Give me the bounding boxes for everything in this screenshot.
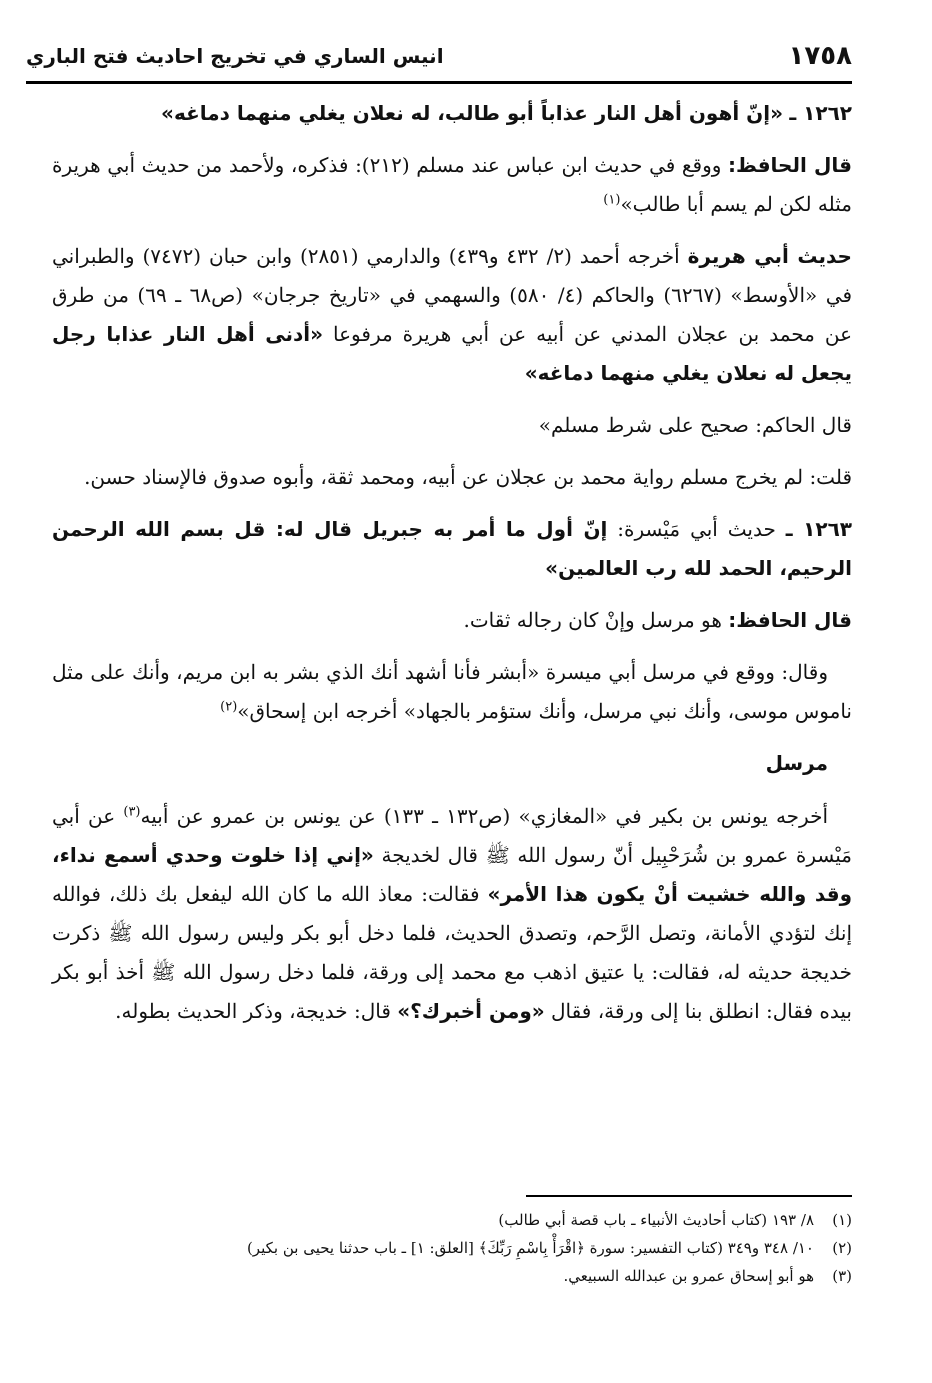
footnote-text: هو أبو إسحاق عمرو بن عبدالله السبيعي. [563,1267,814,1285]
paragraph [52,797,852,1031]
running-title: انيس الساري في تخريج احاديث فتح الباري [26,44,444,68]
page-number: ١٧٥٨ [788,41,852,71]
paragraph [52,237,852,393]
footnote-ref: (٢) [220,699,238,715]
paragraph-text: أخرجه يونس بن بكير في «المغازي» (ص١٣٢ ـ ١٣٣) عن يونس بن عمرو عن أبيه [140,804,828,828]
paragraph-text: هو مرسل وإنْ كان رجاله ثقات. [463,608,729,632]
paragraph-text: فقالت: معاذ الله ما كان الله ليفعل بك ذلك، فوالله إنك لتؤدي الأمانة، وتصل الرَّحم، وتصدق الحديث، فلما دخل أبو بكر وليس رسول الله ﷺ ذكرت خديجة حديثه له، فقالت: يا عتيق اذهب مع محمد إلى ورقة، فلما دخل رسول الله ﷺ أخذ أبو بكر بيده فقال: انطلق بنا إلى ورقة، فقال [52,882,852,1023]
quoted-hadith: «أدنى أهل النار عذابا رجل يجعل له نعلان يغلي منهما دماغه» [52,322,852,385]
footnote-number: (٢) [832,1239,852,1257]
quoted-hadith: «إني إذا خلوت وحدي أسمع نداء، وقد والله خشيت أنْ يكون هذا الأمر» [52,843,852,906]
footnotes [52,1206,852,1290]
main-text [52,94,852,1044]
footnote-number: (١) [832,1211,852,1229]
hadith-text: إنّ أول ما أمر به جبريل قال له: قل بسم الله الرحمن الرحيم، الحمد لله رب العالمين» [52,517,852,580]
footnote-number: (٣) [832,1267,852,1285]
paragraph-text: وقال: ووقع في مرسل أبي ميسرة «أبشر فأنا أشهد أنك الذي بشر به ابن مريم، وأنك على مثل ناموس موسى، وأنك نبي مرسل، وأنك ستؤمر بالجهاد» أخرجه ابن إسحاق» [52,660,852,723]
footnote-rule [526,1195,852,1197]
hadith-source-label: حديث أبي هريرة [687,244,852,268]
footnote-text: ١٠/ ٣٤٨ و٣٤٩ (كتاب التفسير: سورة ﴿اقْرَأْ بِاسْمِ رَبِّكَ﴾ [العلق: ١] ـ باب حدثنا يحيى بن بكير) [246,1239,814,1257]
paragraph-text: قال: خديجة، وذكر الحديث بطوله. [115,999,398,1023]
paragraph [52,458,852,497]
paragraph-text: ووقع في حديث ابن عباس عند مسلم (٢١٢): فذكره، ولأحمد من حديث أبي هريرة مثله لكن لم يسم أبا طالب» [52,153,852,216]
paragraph [52,653,852,731]
section-heading: مرسل [765,751,828,775]
hadith-1263 [52,510,852,588]
paragraph-text: قال الحاكم: صحيح على شرط مسلم» [538,413,852,437]
speaker-label: قال الحافظ: [728,153,852,177]
paragraph [52,601,852,640]
header-rule [26,81,852,84]
page-header [26,34,852,78]
hadith-number: ١٢٦٣ ـ [785,517,852,541]
paragraph-text: عن أبي مَيْسرة عمرو بن شُرَحْبِيل أنّ رسول الله ﷺ قال لخديجة [52,804,852,867]
speaker-label: قال الحافظ: [728,608,852,632]
paragraph-text: قلت: لم يخرج مسلم رواية محمد بن عجلان عن أبيه، ومحمد ثقة، وأبوه صدوق فالإسناد حسن. [84,465,852,489]
hadith-intro: حديث أبي مَيْسرة: [607,517,776,541]
footnote [52,1234,852,1262]
footnote-text: ٨/ ١٩٣ (كتاب أحاديث الأنبياء ـ باب قصة أبي طالب) [498,1211,814,1229]
footnote [52,1206,852,1234]
footnote-ref: (٣) [123,804,141,820]
paragraph [52,406,852,445]
hadith-1262 [52,94,852,133]
paragraph [52,146,852,224]
quoted-hadith: «ومن أخبرك؟» [397,999,545,1023]
hadith-number: ١٢٦٢ ـ [789,101,852,125]
footnote-ref: (١) [603,192,621,208]
footnote [52,1262,852,1290]
paragraph-text: أخرجه أحمد (٢/ ٤٣٢ و٤٣٩) والدارمي (٢٨٥١) وابن حبان (٧٤٧٢) والطبراني في «الأوسط» (٦٢٦٧) والحاكم (٤/ ٥٨٠) والسهمي في «تاريخ جرجان» (ص٦٨ ـ ٦٩) من طرق عن محمد بن عجلان المدني عن أبيه عن أبي هريرة مرفوعا [52,244,853,346]
hadith-text: «إنّ أهون أهل النار عذاباً أبو طالب، له نعلان يغلي منهما دماغه» [161,101,783,125]
